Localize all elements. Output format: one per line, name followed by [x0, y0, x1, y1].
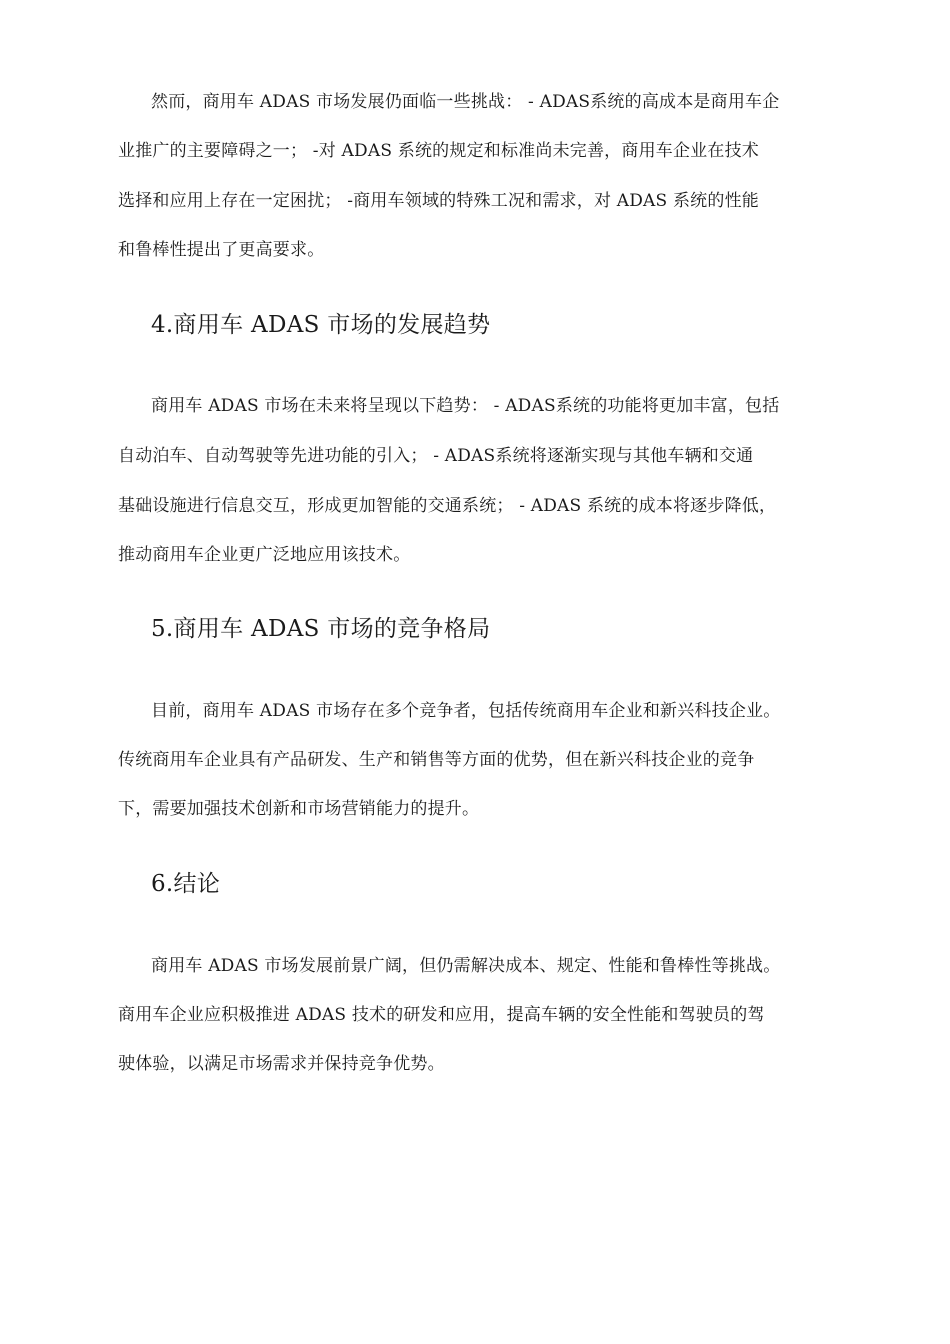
paragraph-line: 传统商用车企业具有产品研发、生产和销售等方面的优势，但在新兴科技企业的竞争 — [118, 750, 755, 770]
paragraph-line: 下，需要加强技术创新和市场营销能力的提升。 — [118, 799, 480, 819]
paragraph-line: 然而，商用车 ADAS 市场发展仍面临一些挑战： - ADAS系统的高成本是商用车企 — [151, 92, 780, 112]
paragraph-line: 商用车 ADAS 市场在未来将呈现以下趋势： - ADAS系统的功能将更加丰富，包括 — [151, 396, 780, 416]
paragraph-line: 选择和应用上存在一定困扰； -商用车领域的特殊工况和需求，对 ADAS 系统的性能 — [118, 191, 759, 211]
section-heading: 5.商用车 ADAS 市场的竞争格局 — [151, 616, 491, 642]
paragraph-line: 驶体验，以满足市场需求并保持竞争优势。 — [118, 1054, 445, 1074]
paragraph-line: 和鲁棒性提出了更高要求。 — [118, 240, 325, 260]
paragraph-line: 推动商用车企业更广泛地应用该技术。 — [118, 545, 411, 565]
paragraph-line: 目前，商用车 ADAS 市场存在多个竞争者，包括传统商用车企业和新兴科技企业。 — [151, 701, 781, 721]
paragraph-line: 自动泊车、自动驾驶等先进功能的引入； - ADAS系统将逐渐实现与其他车辆和交通 — [118, 446, 754, 466]
section-heading: 4.商用车 ADAS 市场的发展趋势 — [151, 312, 491, 338]
paragraph-line: 业推广的主要障碍之一； -对 ADAS 系统的规定和标准尚未完善，商用车企业在技术 — [118, 141, 759, 161]
paragraph-line: 基础设施进行信息交互，形成更加智能的交通系统； - ADAS 系统的成本将逐步降低， — [118, 496, 777, 516]
paragraph-line: 商用车企业应积极推进 ADAS 技术的研发和应用，提高车辆的安全性能和驾驶员的驾 — [118, 1005, 765, 1025]
section-heading: 6.结论 — [151, 871, 221, 897]
paragraph-line: 商用车 ADAS 市场发展前景广阔，但仍需解决成本、规定、性能和鲁棒性等挑战。 — [151, 956, 781, 976]
